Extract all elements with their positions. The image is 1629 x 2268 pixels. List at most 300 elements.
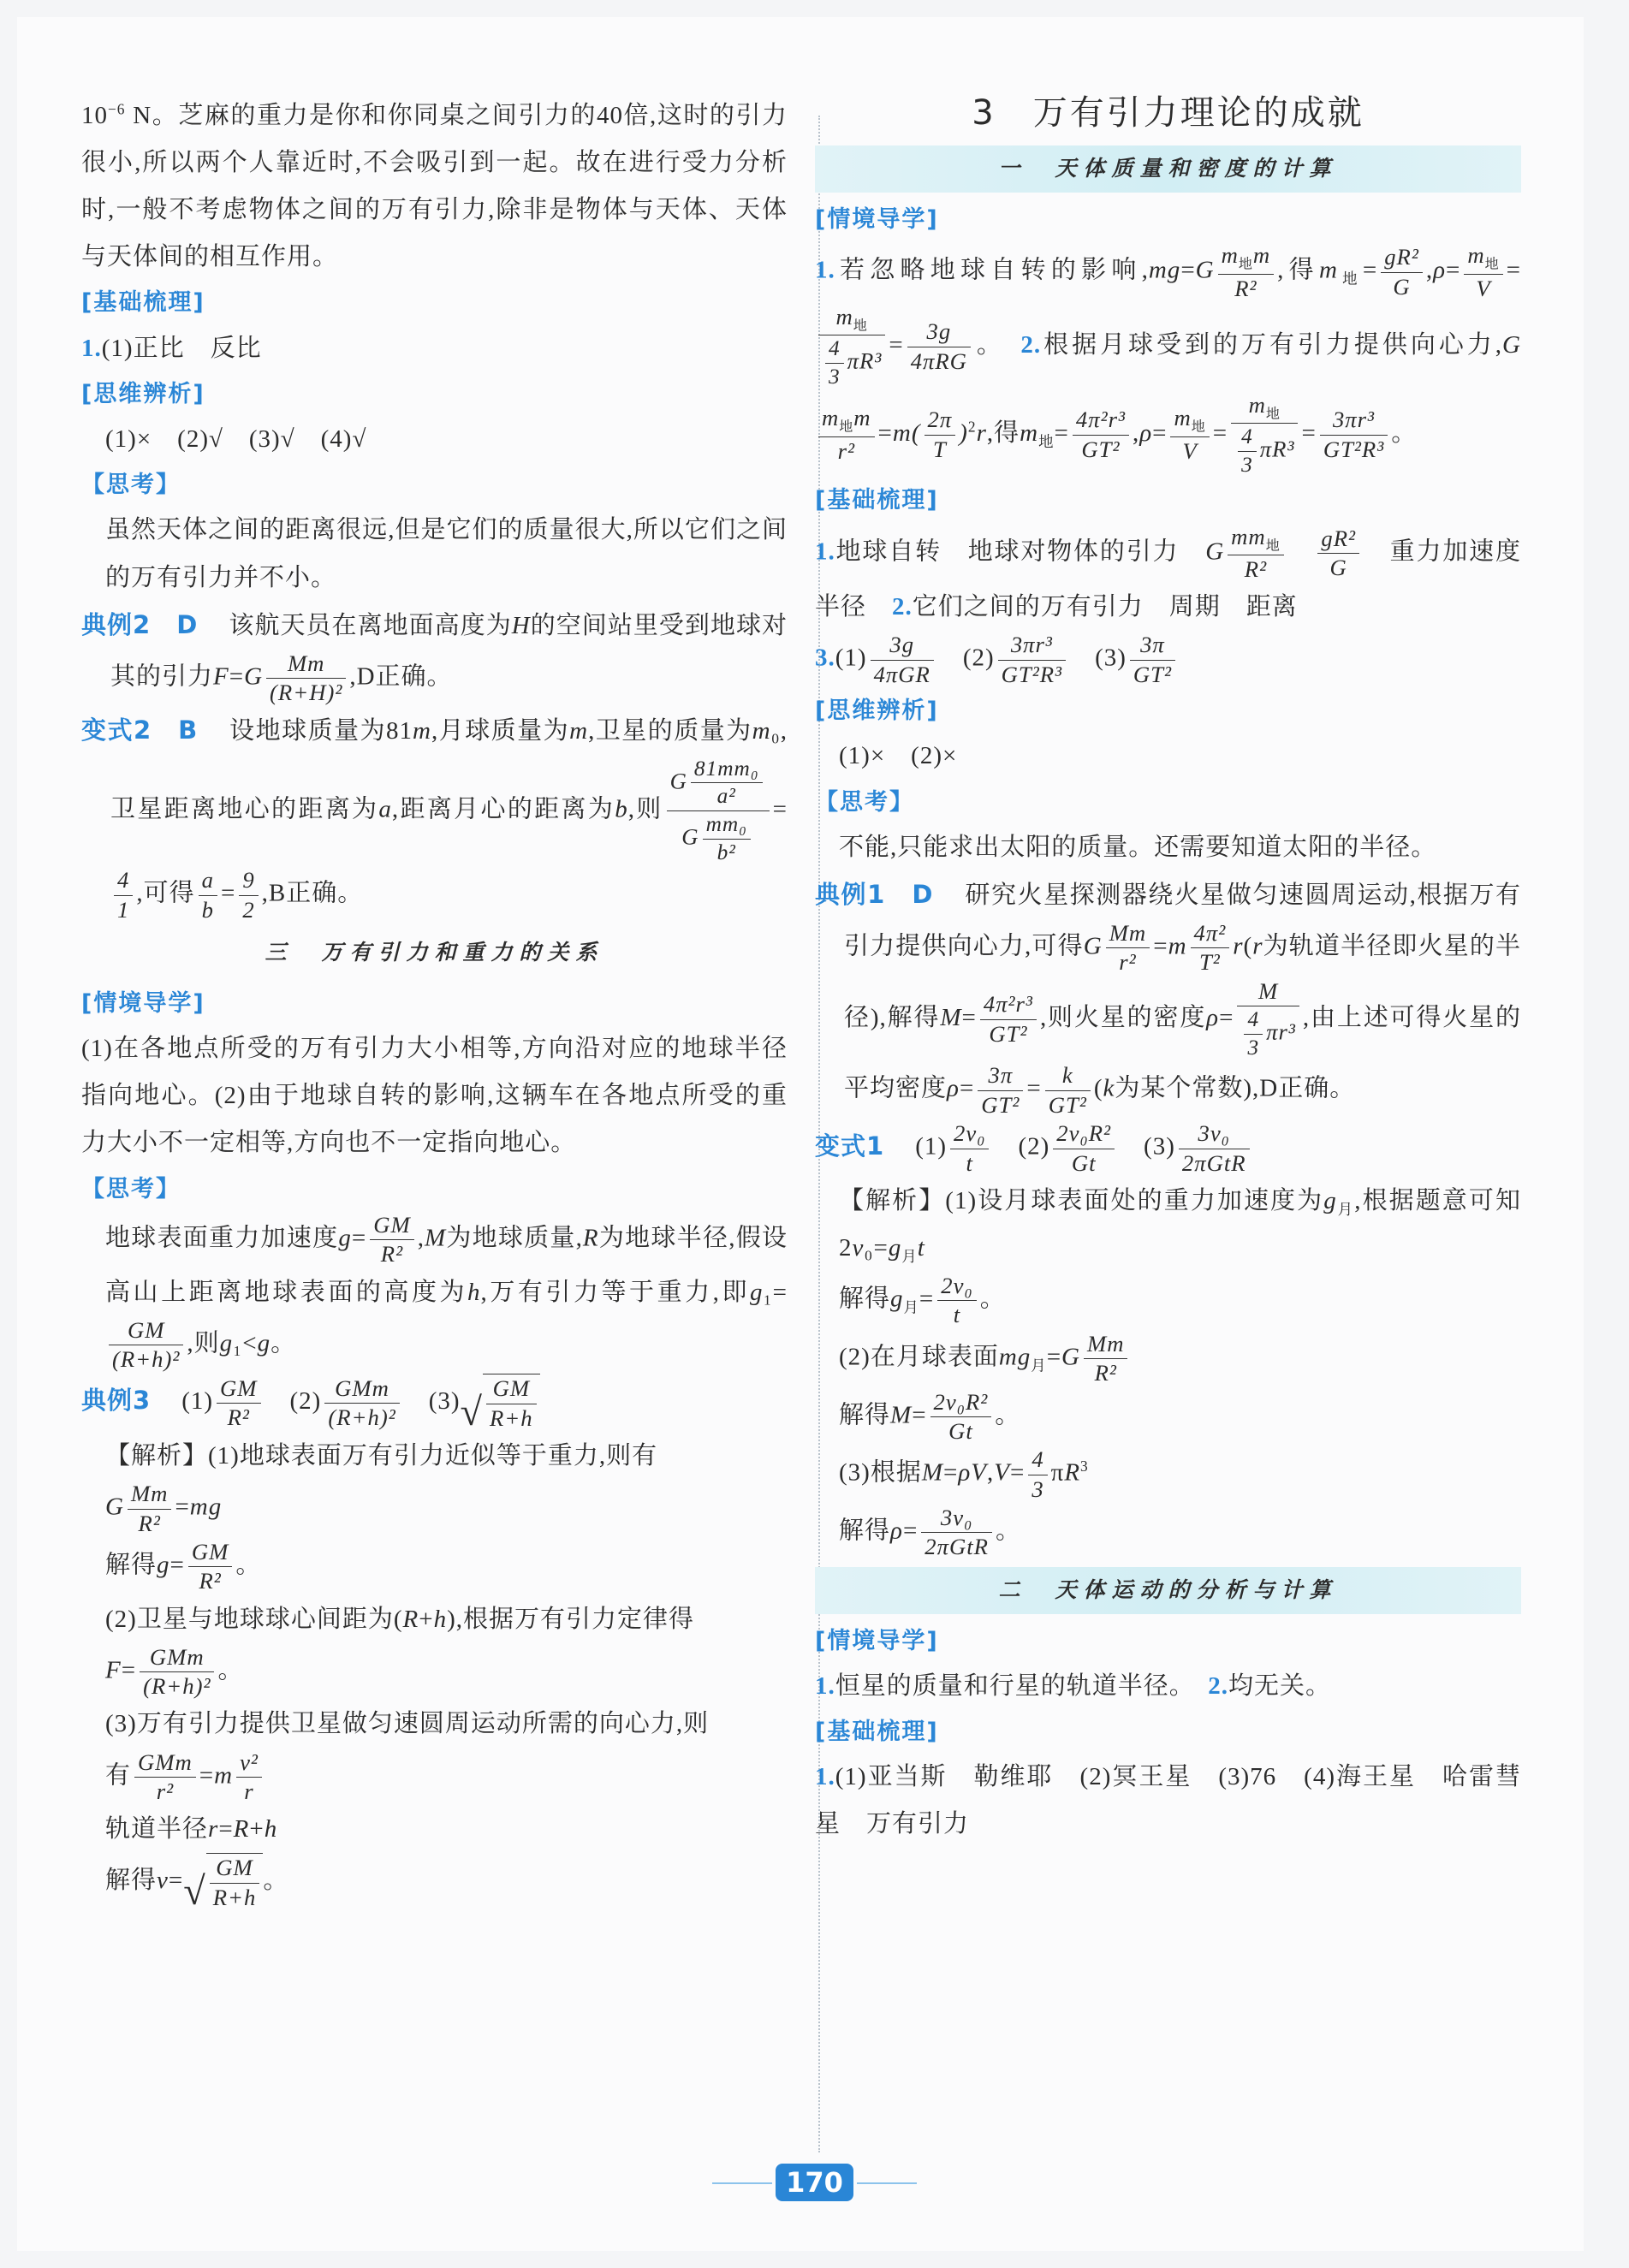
math-symbol: ρV xyxy=(958,1458,987,1487)
radicand xyxy=(483,1374,540,1433)
fraction-numerator xyxy=(691,756,763,784)
text-run: 解得 xyxy=(105,1867,158,1895)
text-run: 地球自转 地球对物体的引力 xyxy=(835,537,1206,566)
text-run: 恒星的质量和行星的轨道半径。 xyxy=(835,1672,1209,1700)
text-run: Gt xyxy=(948,1417,973,1444)
math-symbol: g xyxy=(219,1329,234,1357)
text-run: (2) xyxy=(264,1387,322,1416)
text-run: R² xyxy=(138,1510,161,1536)
fraction-numerator xyxy=(1191,919,1230,948)
text-run: V xyxy=(1476,275,1491,301)
text-run: = xyxy=(1301,419,1317,447)
paragraph xyxy=(81,602,788,708)
fraction-numerator xyxy=(1106,919,1150,948)
fraction-numerator xyxy=(370,1211,413,1240)
fraction-denominator xyxy=(128,1510,171,1538)
fraction xyxy=(937,1272,976,1330)
fraction xyxy=(1170,404,1209,466)
math-symbol: b xyxy=(615,795,628,823)
paragraph xyxy=(815,733,1521,780)
text-run: 2πGtR xyxy=(1181,1149,1246,1176)
text-run: 3 xyxy=(829,365,841,389)
fraction-denominator xyxy=(134,1778,196,1806)
fraction xyxy=(1045,1061,1091,1119)
fraction-numerator xyxy=(486,1374,537,1404)
fraction-denominator xyxy=(486,1404,537,1433)
text-run: = xyxy=(1046,1343,1062,1371)
fraction xyxy=(1084,1330,1127,1388)
text-run: (1)亚当斯 勒维耶 (2)冥王星 (3)76 (4)海王星 哈雷彗星 万有引力 xyxy=(815,1763,1521,1838)
fraction-denominator xyxy=(1045,1091,1091,1119)
fraction-denominator xyxy=(239,896,258,924)
text-run: = xyxy=(1219,1003,1234,1031)
text-run: GT² xyxy=(1133,661,1172,687)
math-symbol: ρ xyxy=(1433,256,1446,284)
text-run: G xyxy=(1393,273,1411,300)
text-run: 不能,只能求出太阳的质量。还需要知道太阳的半径。 xyxy=(839,833,1437,861)
subscript: 地 xyxy=(1265,538,1281,553)
text-run: R² xyxy=(227,1404,250,1431)
math-symbol: R xyxy=(582,1224,599,1252)
text-run: r² xyxy=(1119,949,1137,976)
text-run: GM xyxy=(492,1375,531,1402)
fraction xyxy=(236,1748,262,1807)
fraction xyxy=(210,1854,260,1912)
text-run: ,卫星的质量为 xyxy=(588,717,752,745)
fraction xyxy=(1218,241,1275,303)
math-symbol: m xyxy=(822,405,840,431)
radicand xyxy=(206,1853,264,1912)
text-run: 。 xyxy=(1391,419,1418,447)
text-run: (R+H)² xyxy=(270,680,343,706)
paragraph xyxy=(815,1330,1521,1388)
paragraph xyxy=(815,1388,1521,1446)
math-symbol: G xyxy=(1195,256,1215,284)
fraction-denominator xyxy=(1130,661,1175,689)
paragraph xyxy=(81,1480,788,1538)
text-run: Mm xyxy=(130,1481,169,1507)
example-label: 典例3 xyxy=(81,1386,152,1416)
math-symbol: m xyxy=(569,717,589,745)
section-banner: 三 万有引力和重力的关系 xyxy=(265,941,604,965)
fraction-numerator xyxy=(1045,1061,1091,1090)
text-run: 它们之间的万有引力 周期 距离 xyxy=(912,593,1298,621)
fraction-numerator xyxy=(871,631,934,660)
text-run: 。 xyxy=(235,1551,262,1579)
text-run: ,得 xyxy=(1277,256,1319,284)
math-symbol: ) xyxy=(959,419,968,447)
text-run: = xyxy=(919,1285,935,1313)
fraction xyxy=(871,631,934,689)
square-root xyxy=(183,1853,263,1912)
text-run: = xyxy=(1054,419,1069,447)
section-banner: 二 天体运动的分析与计算 xyxy=(815,1567,1521,1614)
fraction-denominator xyxy=(1106,948,1150,977)
fraction-numerator xyxy=(1073,406,1129,435)
text-run: GM xyxy=(191,1538,229,1564)
fraction-denominator xyxy=(1073,436,1129,464)
text-run: GM xyxy=(220,1374,258,1401)
text-run: r² xyxy=(156,1778,175,1804)
text-run: (2) xyxy=(936,644,995,672)
fraction xyxy=(818,303,885,391)
math-symbol: v xyxy=(157,1867,169,1895)
text-run: GT² xyxy=(981,1091,1020,1118)
fraction xyxy=(978,1061,1023,1119)
text-run: , xyxy=(987,1458,995,1487)
subscript: 月 xyxy=(903,1298,919,1316)
paragraph xyxy=(815,1504,1521,1562)
math-symbol: m( xyxy=(892,419,921,447)
text-run: 10 xyxy=(81,102,108,129)
text-run: 。 xyxy=(995,1401,1021,1429)
fraction-numerator xyxy=(188,1538,232,1567)
math-symbol: H xyxy=(511,611,531,639)
text-run: (2)在月球表面 xyxy=(839,1343,999,1371)
fraction-numerator xyxy=(128,1480,171,1509)
subscript: 地 xyxy=(853,318,868,334)
fraction-denominator xyxy=(1320,436,1388,464)
text-run: = xyxy=(1180,256,1196,284)
text-run: (1)正比 反比 xyxy=(101,334,262,362)
fraction-denominator xyxy=(217,1404,260,1432)
text-run: 3π xyxy=(1140,632,1165,658)
fraction-numerator xyxy=(210,1854,260,1883)
math-symbol: V xyxy=(994,1458,1010,1487)
subscript: 地 xyxy=(1038,432,1055,450)
paragraph xyxy=(81,1806,788,1853)
paragraph xyxy=(815,1178,1521,1272)
text-run: = xyxy=(229,662,245,691)
text-run: = xyxy=(351,1224,367,1252)
text-run: 为某个常数),D正确。 xyxy=(1115,1075,1356,1102)
text-run: 9 xyxy=(242,867,255,894)
fraction xyxy=(921,1504,992,1562)
text-run: ,距离月心的距离为 xyxy=(391,795,615,823)
text-run: k xyxy=(1061,1062,1073,1089)
text-run: = xyxy=(168,1867,184,1895)
fraction-numerator xyxy=(703,811,751,840)
text-run: 2 xyxy=(242,896,255,923)
fraction-denominator xyxy=(114,896,133,924)
paragraph xyxy=(815,1663,1521,1710)
fraction xyxy=(217,1374,260,1433)
paragraph xyxy=(815,1119,1521,1178)
text-run: 2v₀R² xyxy=(933,1388,989,1415)
paragraph xyxy=(81,1433,788,1480)
text-run: (R+h)² xyxy=(328,1404,396,1431)
math-symbol: g xyxy=(338,1224,352,1252)
math-symbol: G xyxy=(669,767,687,793)
text-run: R² xyxy=(1234,275,1257,301)
math-symbol: G xyxy=(1061,1343,1080,1371)
fraction xyxy=(1317,525,1359,583)
paragraph xyxy=(815,1272,1521,1330)
math-symbol: R xyxy=(233,1815,250,1843)
text-run: 3πr³ xyxy=(1010,632,1053,658)
text-run: 地球表面重力加速度 xyxy=(105,1224,339,1252)
math-symbol: m xyxy=(413,717,431,745)
math-symbol: F xyxy=(213,662,229,691)
text-run: gR² xyxy=(1384,244,1419,270)
fraction-numerator xyxy=(1084,1330,1127,1359)
text-run: 虽然天体之间的距离很远,但是它们的质量很大,所以它们之间的万有引力并不小。 xyxy=(105,516,788,591)
text-run: + xyxy=(249,1815,265,1843)
math-symbol: h xyxy=(264,1815,278,1843)
fraction-numerator xyxy=(1464,241,1502,274)
text-run: b xyxy=(201,896,214,923)
subscript: 月 xyxy=(901,1247,918,1265)
text-run: 根据月球受到的万有引力提供向心力, xyxy=(1041,331,1503,359)
fraction-denominator xyxy=(998,661,1066,689)
text-run: ,则火星的密度 xyxy=(1039,1003,1207,1031)
math-symbol: mg xyxy=(998,1343,1032,1371)
text-run: 3g xyxy=(889,632,915,658)
text-run: 3πr³ xyxy=(1332,407,1376,433)
math-symbol: m xyxy=(1174,405,1192,431)
text-run: (1) xyxy=(835,644,867,672)
text-run: 。 xyxy=(979,1285,1006,1313)
math-symbol: M xyxy=(921,1458,943,1487)
text-run: M xyxy=(1258,977,1279,1004)
text-run: (1)× (2)× xyxy=(839,742,958,770)
fraction xyxy=(1179,1119,1250,1178)
text-run: ),根据万有引力定律得 xyxy=(447,1605,694,1633)
fraction-numerator xyxy=(818,303,885,335)
fraction xyxy=(140,1643,214,1701)
text-run: 。 xyxy=(973,331,1021,359)
text-run: ( xyxy=(1093,1075,1103,1102)
math-symbol: R xyxy=(402,1605,419,1633)
text-run: t xyxy=(953,1302,961,1328)
text-run: (3)根据 xyxy=(839,1458,922,1487)
fraction xyxy=(1106,919,1150,977)
math-symbol: M xyxy=(890,1401,913,1429)
fraction-denominator xyxy=(1084,1359,1127,1387)
fraction xyxy=(1053,1119,1115,1178)
fraction-denominator xyxy=(871,661,934,689)
fraction xyxy=(114,866,133,924)
text-run: πr³ xyxy=(1266,1018,1296,1045)
text-run: 1 xyxy=(117,896,130,923)
text-run: (2)卫星与地球球心间距为( xyxy=(105,1605,403,1633)
fraction xyxy=(825,335,844,390)
text-run: 轨道半径 xyxy=(105,1815,209,1843)
paragraph xyxy=(81,1853,788,1912)
fraction-numerator xyxy=(217,1374,260,1404)
math-symbol: g xyxy=(257,1329,271,1357)
text-run: 3 xyxy=(1032,1475,1044,1502)
text-run: 为轨道半径即火星的半径),解得 xyxy=(844,932,1521,1031)
text-run: GT²R³ xyxy=(1323,436,1385,462)
text-run: πR³ xyxy=(847,347,883,374)
text-run: = xyxy=(1026,1075,1042,1102)
item-number: 1. xyxy=(815,1763,835,1791)
fraction-denominator xyxy=(109,1345,183,1374)
fraction-denominator xyxy=(266,679,346,707)
paragraph xyxy=(81,1025,788,1167)
page-number: 170 xyxy=(776,2164,853,2201)
fraction-denominator xyxy=(1028,1475,1047,1504)
fraction-numerator xyxy=(109,1316,183,1345)
text-run: 81mm₀ xyxy=(693,756,759,781)
text-run: (R+h)² xyxy=(112,1346,181,1372)
subscript: 地 xyxy=(1484,257,1500,272)
fraction-numerator xyxy=(1317,525,1359,554)
text-run: (3)万有引力提供卫星做匀速圆周运动所需的向心力,则 xyxy=(105,1710,710,1738)
math-symbol: mg xyxy=(189,1493,223,1521)
text-run: GT² xyxy=(989,1020,1028,1047)
paragraph xyxy=(815,241,1521,478)
fraction-numerator xyxy=(825,335,844,364)
item-number: 2. xyxy=(892,593,913,621)
text-run xyxy=(1287,537,1315,565)
math-symbol: M xyxy=(940,1003,962,1031)
fraction xyxy=(818,404,875,466)
text-run: = xyxy=(889,331,904,359)
text-run: = xyxy=(1212,419,1228,447)
item-number: 1. xyxy=(815,1672,835,1700)
fraction-denominator xyxy=(1191,948,1230,977)
text-run: ₁< xyxy=(233,1329,258,1357)
fraction xyxy=(134,1748,196,1807)
math-symbol: r xyxy=(1233,932,1244,960)
fraction-numerator xyxy=(266,650,346,679)
fraction xyxy=(667,756,770,867)
fraction xyxy=(691,756,763,810)
section-heading: 【思考】 xyxy=(81,1175,181,1202)
fraction-numerator xyxy=(1179,1119,1250,1149)
paragraph xyxy=(81,1596,788,1643)
math-symbol: m xyxy=(853,405,871,431)
subscript: 地 xyxy=(1265,407,1281,422)
fraction-denominator xyxy=(1231,424,1298,478)
subscript: 地 xyxy=(1238,257,1253,272)
fraction-denominator xyxy=(1244,1035,1263,1062)
fraction-denominator xyxy=(1179,1149,1250,1178)
math-symbol: m xyxy=(1318,256,1338,284)
subscript: 地 xyxy=(839,419,854,435)
text-run: = xyxy=(912,1401,927,1429)
fraction-denominator xyxy=(950,1149,989,1178)
paragraph xyxy=(815,523,1547,632)
math-symbol: h xyxy=(467,1278,481,1306)
text-run: GM xyxy=(216,1855,253,1881)
text-run: b² xyxy=(716,840,736,864)
text-run: GT²R³ xyxy=(1001,661,1063,687)
math-symbol: g xyxy=(157,1551,170,1579)
fraction-denominator xyxy=(907,347,971,376)
fraction-denominator xyxy=(1381,273,1423,301)
fraction-numerator xyxy=(1028,1446,1047,1475)
text-run: 解得 xyxy=(839,1401,891,1429)
text-run: , xyxy=(417,1224,425,1252)
text-run: Mm xyxy=(287,650,325,676)
text-run: r xyxy=(244,1778,254,1804)
fraction-numerator xyxy=(1228,523,1284,555)
fraction xyxy=(486,1374,537,1433)
left-column xyxy=(81,92,788,1912)
text-run: 4 xyxy=(1247,1007,1260,1032)
fraction-numerator xyxy=(930,1388,992,1417)
text-run: V xyxy=(1182,437,1198,464)
fraction-denominator xyxy=(1228,555,1284,584)
radical-sign-icon: √ xyxy=(460,1390,484,1434)
paragraph xyxy=(81,416,788,463)
fraction-denominator xyxy=(937,1301,976,1329)
text-run: (1)× (2)√ (3)√ (4)√ xyxy=(105,425,367,454)
fraction-denominator xyxy=(818,437,875,466)
text-run: a² xyxy=(716,784,736,809)
text-run: T² xyxy=(1198,949,1221,976)
section-heading: [基础梳理] xyxy=(815,487,939,514)
chapter-title: 3 万有引力理论的成就 xyxy=(972,93,1364,133)
text-run: 3 xyxy=(1241,452,1253,477)
text-run: 解得 xyxy=(839,1517,891,1545)
fraction-numerator xyxy=(140,1643,214,1672)
math-symbol: m xyxy=(1248,391,1266,418)
fraction xyxy=(1244,1006,1263,1061)
text-run: (3) xyxy=(1118,1132,1175,1161)
fraction-denominator xyxy=(1317,554,1359,582)
text-run: 。 xyxy=(217,1656,244,1684)
paragraph xyxy=(81,1643,788,1701)
fraction-denominator xyxy=(921,1533,992,1561)
text-run: ,得 xyxy=(986,419,1020,447)
paragraph xyxy=(81,325,788,372)
fraction-denominator xyxy=(825,364,844,391)
math-symbol: R xyxy=(1064,1458,1081,1487)
item-number: 2. xyxy=(1020,331,1042,359)
fraction xyxy=(324,1374,399,1433)
text-run: ₁= xyxy=(763,1278,788,1306)
text-run: t xyxy=(966,1149,973,1176)
math-symbol: ρ xyxy=(890,1517,903,1545)
text-run: 4π² xyxy=(1193,920,1227,947)
text-run: Mm xyxy=(1087,1330,1125,1357)
text-run: = xyxy=(877,419,893,447)
fraction-numerator xyxy=(937,1272,976,1301)
paragraph xyxy=(81,1211,788,1374)
fraction-denominator xyxy=(818,335,885,390)
fraction-numerator xyxy=(980,990,1037,1019)
math-symbol: r xyxy=(208,1815,219,1843)
math-symbol: r xyxy=(976,419,987,447)
math-symbol: m xyxy=(1168,932,1187,960)
fraction xyxy=(1381,243,1423,301)
text-run: 的空间站里受到地球对其的引力 xyxy=(110,611,788,691)
fraction-denominator xyxy=(924,436,956,464)
text-run: GM xyxy=(373,1211,411,1238)
fraction-denominator xyxy=(370,1240,413,1268)
text-run: G xyxy=(1329,555,1347,581)
fraction xyxy=(1238,424,1257,478)
example-label: 典例1 D xyxy=(815,879,934,909)
text-run: 2v₀R² xyxy=(1056,1120,1112,1147)
text-run: R² xyxy=(1244,556,1268,583)
text-run: 3π xyxy=(988,1062,1014,1089)
text-run: (R+h)² xyxy=(143,1673,211,1700)
text-run: = xyxy=(1152,419,1168,447)
fraction-numerator xyxy=(1053,1119,1115,1149)
text-run: (1) xyxy=(889,1132,948,1161)
fraction-denominator xyxy=(188,1567,232,1595)
text-run: = xyxy=(220,879,236,907)
text-run: ,B正确。 xyxy=(261,879,364,907)
math-symbol: m xyxy=(1020,419,1039,447)
fraction xyxy=(998,631,1066,689)
text-run: R+h xyxy=(212,1884,257,1910)
